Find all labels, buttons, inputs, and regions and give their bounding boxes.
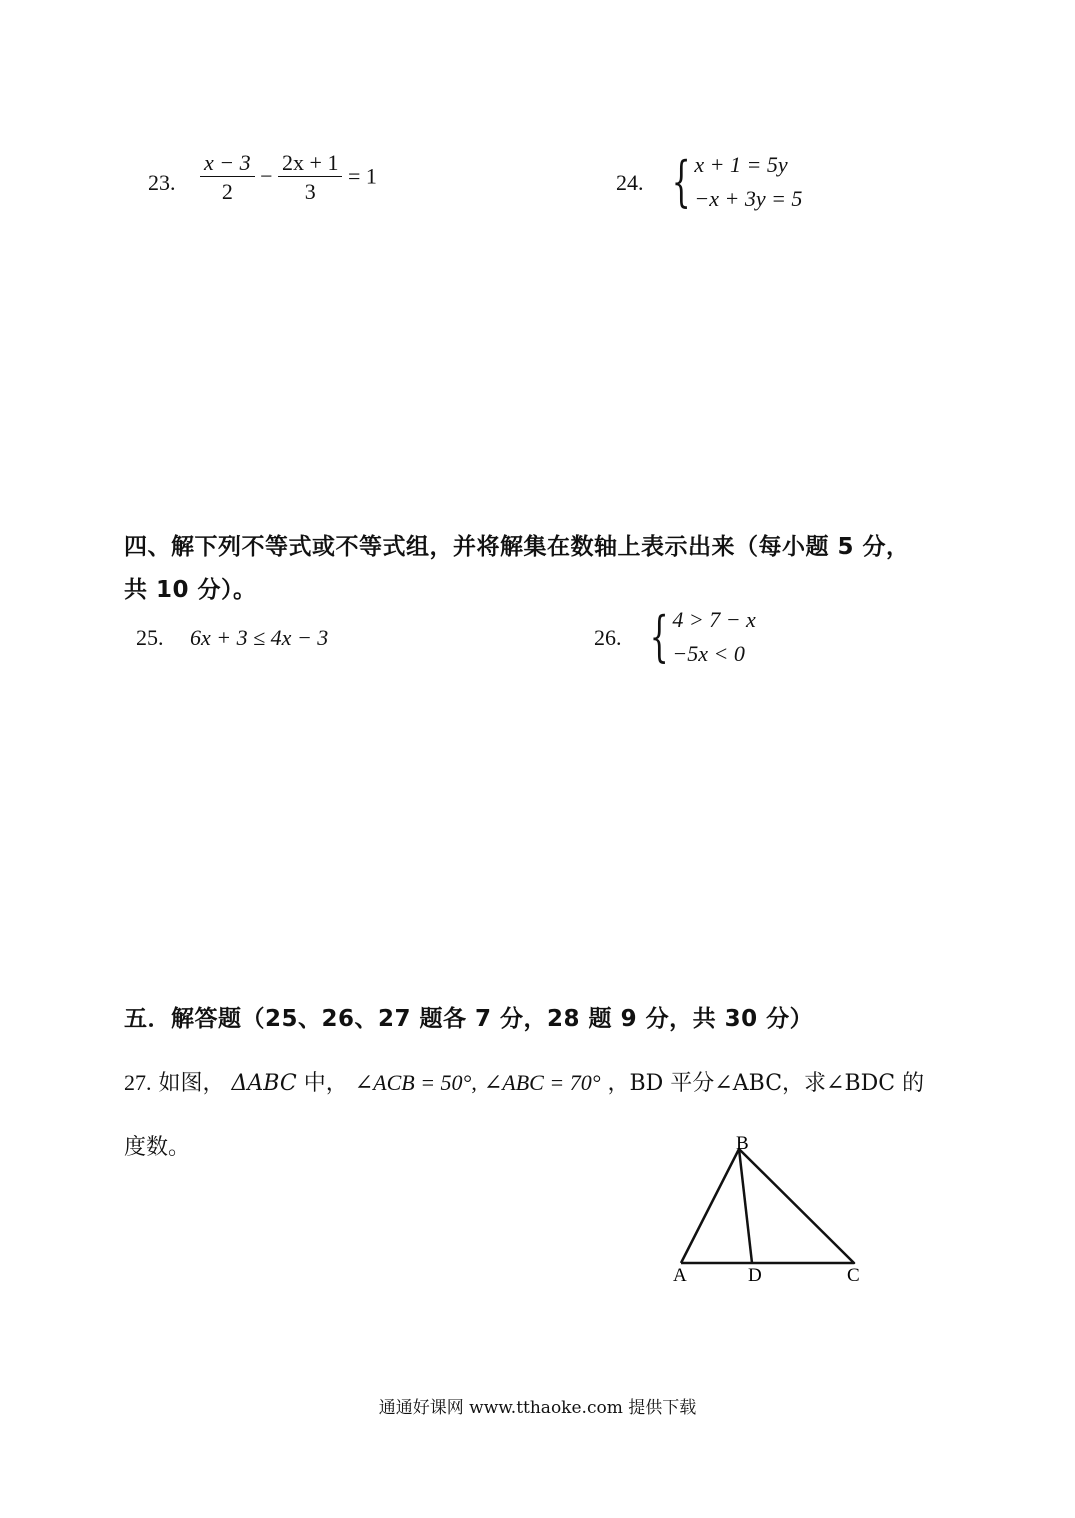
question-24-number: 24. (616, 170, 644, 195)
fraction-2 (278, 150, 342, 207)
system-inequality-2: −5x < 0 (672, 641, 745, 666)
system-inequality-1: 4 > 7 − x (672, 607, 756, 632)
question-27-text-c: ，BD 平分∠ABC，求∠BDC 的 (607, 1071, 925, 1096)
fraction-1-numerator: x − 3 (200, 150, 255, 177)
fraction-2-numerator: 2x + 1 (278, 150, 342, 177)
triangle-outline (681, 1149, 854, 1263)
left-brace-icon: { (671, 150, 691, 213)
question-23-number: 23. (148, 170, 176, 195)
question-27-line-1: 27. 如图， ΔABC 中， ∠ACB = 50°, ∠ABC = 70° ，BD 平分∠ABC，求∠BDC 的 (124, 1070, 925, 1096)
fraction-2-denominator: 3 (304, 179, 316, 204)
bisector-bd (739, 1149, 752, 1263)
question-23-equation (200, 150, 377, 207)
question-27-line-2: 度数。 (124, 1135, 191, 1160)
vertex-label-c: C (847, 1265, 860, 1286)
vertex-label-a: A (673, 1265, 687, 1286)
angle-abc: ∠ABC = 70° (483, 1070, 601, 1095)
question-27-number: 27. (124, 1070, 152, 1095)
question-27-text-b: 中， (303, 1071, 348, 1096)
section-5-heading: 五．解答题（25、26、27 题各 7 分，28 题 9 分，共 30 分） (124, 1006, 814, 1032)
minus-sign: − (260, 163, 273, 189)
section-4-heading (124, 528, 964, 604)
footer-credit: 通通好课网 www.tthaoke.com 提供下载 (378, 1398, 697, 1418)
fraction-1 (200, 150, 255, 207)
question-24-system (664, 148, 802, 216)
question-26-system (642, 603, 756, 671)
equation-rhs: = 1 (347, 163, 377, 189)
vertex-label-b: B (736, 1133, 749, 1154)
system-equation-1: x + 1 = 5y (694, 152, 788, 177)
section-4-heading-line-2: 共 10 分）。 (124, 577, 257, 603)
question-26-number: 26. (594, 625, 622, 650)
system-equation-2: −x + 3y = 5 (694, 186, 803, 211)
vertex-label-d: D (748, 1265, 762, 1286)
left-brace-icon: { (649, 605, 669, 668)
question-27-text-a: 如图， (158, 1071, 225, 1096)
angle-acb: ∠ACB = 50° (354, 1070, 472, 1095)
triangle-notation: ΔABC (231, 1071, 297, 1096)
section-4-heading-line-1: 四、解下列不等式或不等式组，并将解集在数轴上表示出来（每小题 5 分， (124, 534, 910, 560)
question-25-inequality: 6x + 3 ≤ 4x − 3 (190, 625, 329, 650)
triangle-figure (660, 1125, 880, 1295)
fraction-1-denominator: 2 (221, 179, 233, 204)
question-25-number: 25. (136, 625, 164, 650)
